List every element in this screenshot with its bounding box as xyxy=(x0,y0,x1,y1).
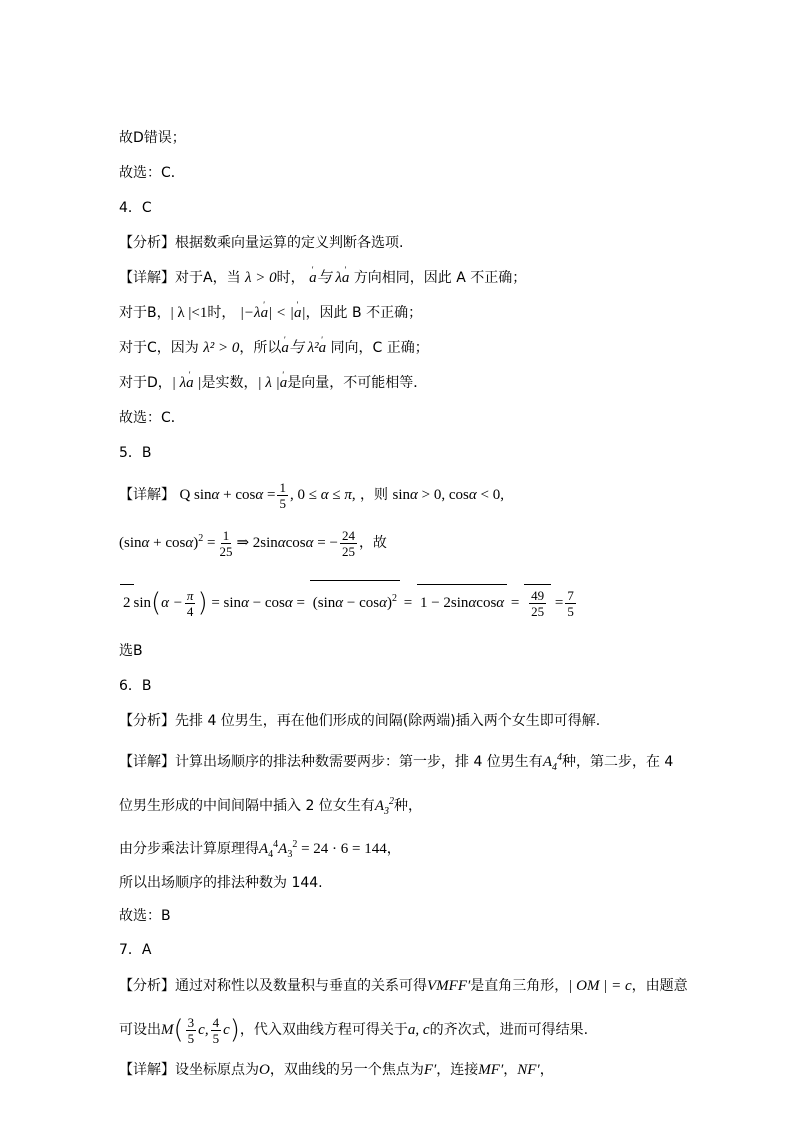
fraction: $\frac{1}{25}$ xyxy=(219,527,233,559)
static-text: 对于C，因为 xyxy=(119,340,199,356)
detail-line xyxy=(119,478,504,512)
detail-line xyxy=(119,338,429,358)
static-text: 方向相同，因此 A 不正确； xyxy=(353,270,527,286)
static-text: 是直角三角形， xyxy=(470,978,569,994)
static-text: 时， xyxy=(207,305,236,321)
math-expression: sinα > 0, cosα < 0, xyxy=(392,487,504,503)
math-expression: Q sinα + cosα = xyxy=(179,487,276,503)
math-expression: $A_3^2$ xyxy=(374,796,394,817)
question-number xyxy=(119,443,152,463)
static-text: 6．B xyxy=(119,678,152,694)
static-text: 【详解】 xyxy=(119,487,175,503)
static-text: 种， xyxy=(393,798,422,814)
text-line xyxy=(119,873,323,893)
math-expression: λ² > 0 xyxy=(203,340,240,356)
math-expression: | λ' a | xyxy=(172,375,202,391)
math-expression: | λ |' a xyxy=(258,375,288,391)
analysis-line xyxy=(119,711,600,731)
static-text: 选B xyxy=(119,643,143,659)
fraction: $\frac{24}{25}$ xyxy=(341,527,355,559)
static-text: ， xyxy=(539,1062,554,1078)
text-line xyxy=(119,906,171,926)
math-expression: = $\sin\alpha - \cos\alpha = (\sin\alpha - \cos\alpha)^2 = 1 - 2\sin\alpha\cos\alpha$ = xyxy=(208,595,524,611)
static-text: 同向，C 正确； xyxy=(330,340,429,356)
static-text: ，由题意 xyxy=(631,978,688,994)
static-text: 故D错误； xyxy=(119,130,186,146)
math-expression: | OM | = c xyxy=(568,978,632,994)
detail-line xyxy=(119,373,427,393)
fraction: $\frac{3}{5}$ xyxy=(187,1014,195,1046)
analysis-line xyxy=(119,976,688,996)
static-text: 可设出 xyxy=(119,1022,161,1038)
math-expression: λ > 0 xyxy=(245,270,277,286)
detail-line: 可设出M( $\frac{3}{5}$ c, $\frac{4}{5}$ c)，代入双曲线方程可得关于a, c的齐次式，进而可得结果. xyxy=(119,1014,589,1046)
static-text: 【详解】对于A，当 xyxy=(119,270,241,286)
static-text: 时， xyxy=(276,270,305,286)
fraction: $\frac{1}{5}$ xyxy=(279,479,286,511)
static-text: ，代入双曲线方程可得关于 xyxy=(239,1022,408,1038)
static-text: ，因此 B 不正确； xyxy=(305,305,423,321)
static-text: 【详解】设坐标原点为 xyxy=(119,1062,259,1078)
static-text: 故选：C． xyxy=(119,410,185,426)
question-number xyxy=(119,198,152,218)
question-number xyxy=(119,676,152,696)
text-line xyxy=(119,641,143,661)
detail-line xyxy=(119,748,673,778)
detail-line xyxy=(119,268,526,288)
static-text: 【分析】通过对称性以及数量积与垂直的关系可得 xyxy=(119,978,427,994)
static-text: 是向量，不可能相等． xyxy=(287,375,428,391)
static-text: ，双曲线的另一个焦点为 xyxy=(269,1062,424,1078)
static-text: 【分析】先排 4 位男生，再在他们形成的间隔(除两端)插入两个女生即可得解. xyxy=(119,713,601,729)
static-text: 5．B xyxy=(119,445,152,461)
math-expression: |−λ' a| < |' a| xyxy=(240,305,306,321)
math-expression: 2 sin xyxy=(119,595,151,611)
detail-line: 【详解】设坐标原点为O，双曲线的另一个焦点为F′，连接MF′，NF′， xyxy=(119,1062,554,1078)
static-text: 是实数， xyxy=(201,375,258,391)
static-text: 对于B， xyxy=(119,305,171,321)
static-text: ，故 xyxy=(358,535,387,551)
static-text: 故选：C． xyxy=(119,165,185,181)
detail-line xyxy=(119,792,422,822)
static-text: 【详解】计算出场顺序的排法种数需要两步：第一步，排 4 位男生有 xyxy=(119,754,543,770)
fraction: $\frac{49}{25}$ xyxy=(531,587,545,619)
math-expression: , 0 ≤ α ≤ π, xyxy=(289,487,356,503)
detail-line xyxy=(119,303,422,323)
static-text: 7．A xyxy=(119,942,152,958)
math-expression: a, c xyxy=(407,1022,430,1038)
static-text: 的齐次式，进而可得结果. xyxy=(429,1022,589,1038)
analysis-line xyxy=(119,233,403,253)
static-text: 故选：B xyxy=(119,908,171,924)
detail-line: 2 sin(α − $\frac{\pi}{4}$ ) = $\sin\alpha - \cos\alpha = (\sin\alpha - \cos\alpha)^2 = 1 - 2\sin\alpha\cos\alpha$ = $\frac{49}{25}$ = $\frac{7}{5}$ xyxy=(119,580,578,621)
math-expression: ' a与 λ²' a xyxy=(281,340,326,356)
static-text: 种，第二步，在 4 xyxy=(561,754,674,770)
math-expression: ⇒ 2sinαcosα = − xyxy=(236,535,338,551)
detail-line xyxy=(119,835,401,865)
static-text: 所以出场顺序的排法种数为 144. xyxy=(119,875,323,891)
math-expression: ' a与 λ' a xyxy=(309,270,349,286)
text-line xyxy=(119,128,186,148)
math-expression: $A_4^4A_3^2 = 24 \cdot 6 = 144$ xyxy=(259,839,387,860)
static-text: ，连接 xyxy=(436,1062,479,1078)
detail-line xyxy=(119,522,387,560)
text-line xyxy=(119,163,185,183)
static-text: ， xyxy=(503,1062,518,1078)
fraction: $\frac{\pi}{4}$ xyxy=(186,587,194,619)
math-expression: $(\sin\alpha + \cos\alpha)^2$ = xyxy=(119,533,216,551)
static-text: 【分析】根据数乘向量运算的定义判断各选项. xyxy=(119,235,404,251)
static-text: ，所以 xyxy=(239,340,282,356)
question-number xyxy=(119,940,151,960)
fraction: $\frac{4}{5}$ xyxy=(212,1014,220,1046)
static-text: 由分步乘法计算原理得 xyxy=(119,841,259,857)
math-expression: | λ |<1 xyxy=(170,305,208,321)
math-expression: VMFF′ xyxy=(427,978,471,994)
fraction: $\frac{7}{5}$ xyxy=(567,587,574,619)
static-text: ， xyxy=(386,841,401,857)
text-line xyxy=(119,408,185,428)
math-expression: $A_4^4$ xyxy=(542,752,562,773)
static-text: 位男生形成的中间间隔中插入 2 位女生有 xyxy=(119,798,375,814)
static-text: 4．C xyxy=(119,200,152,216)
static-text: ，则 xyxy=(360,487,389,503)
static-text: 对于D， xyxy=(119,375,172,391)
